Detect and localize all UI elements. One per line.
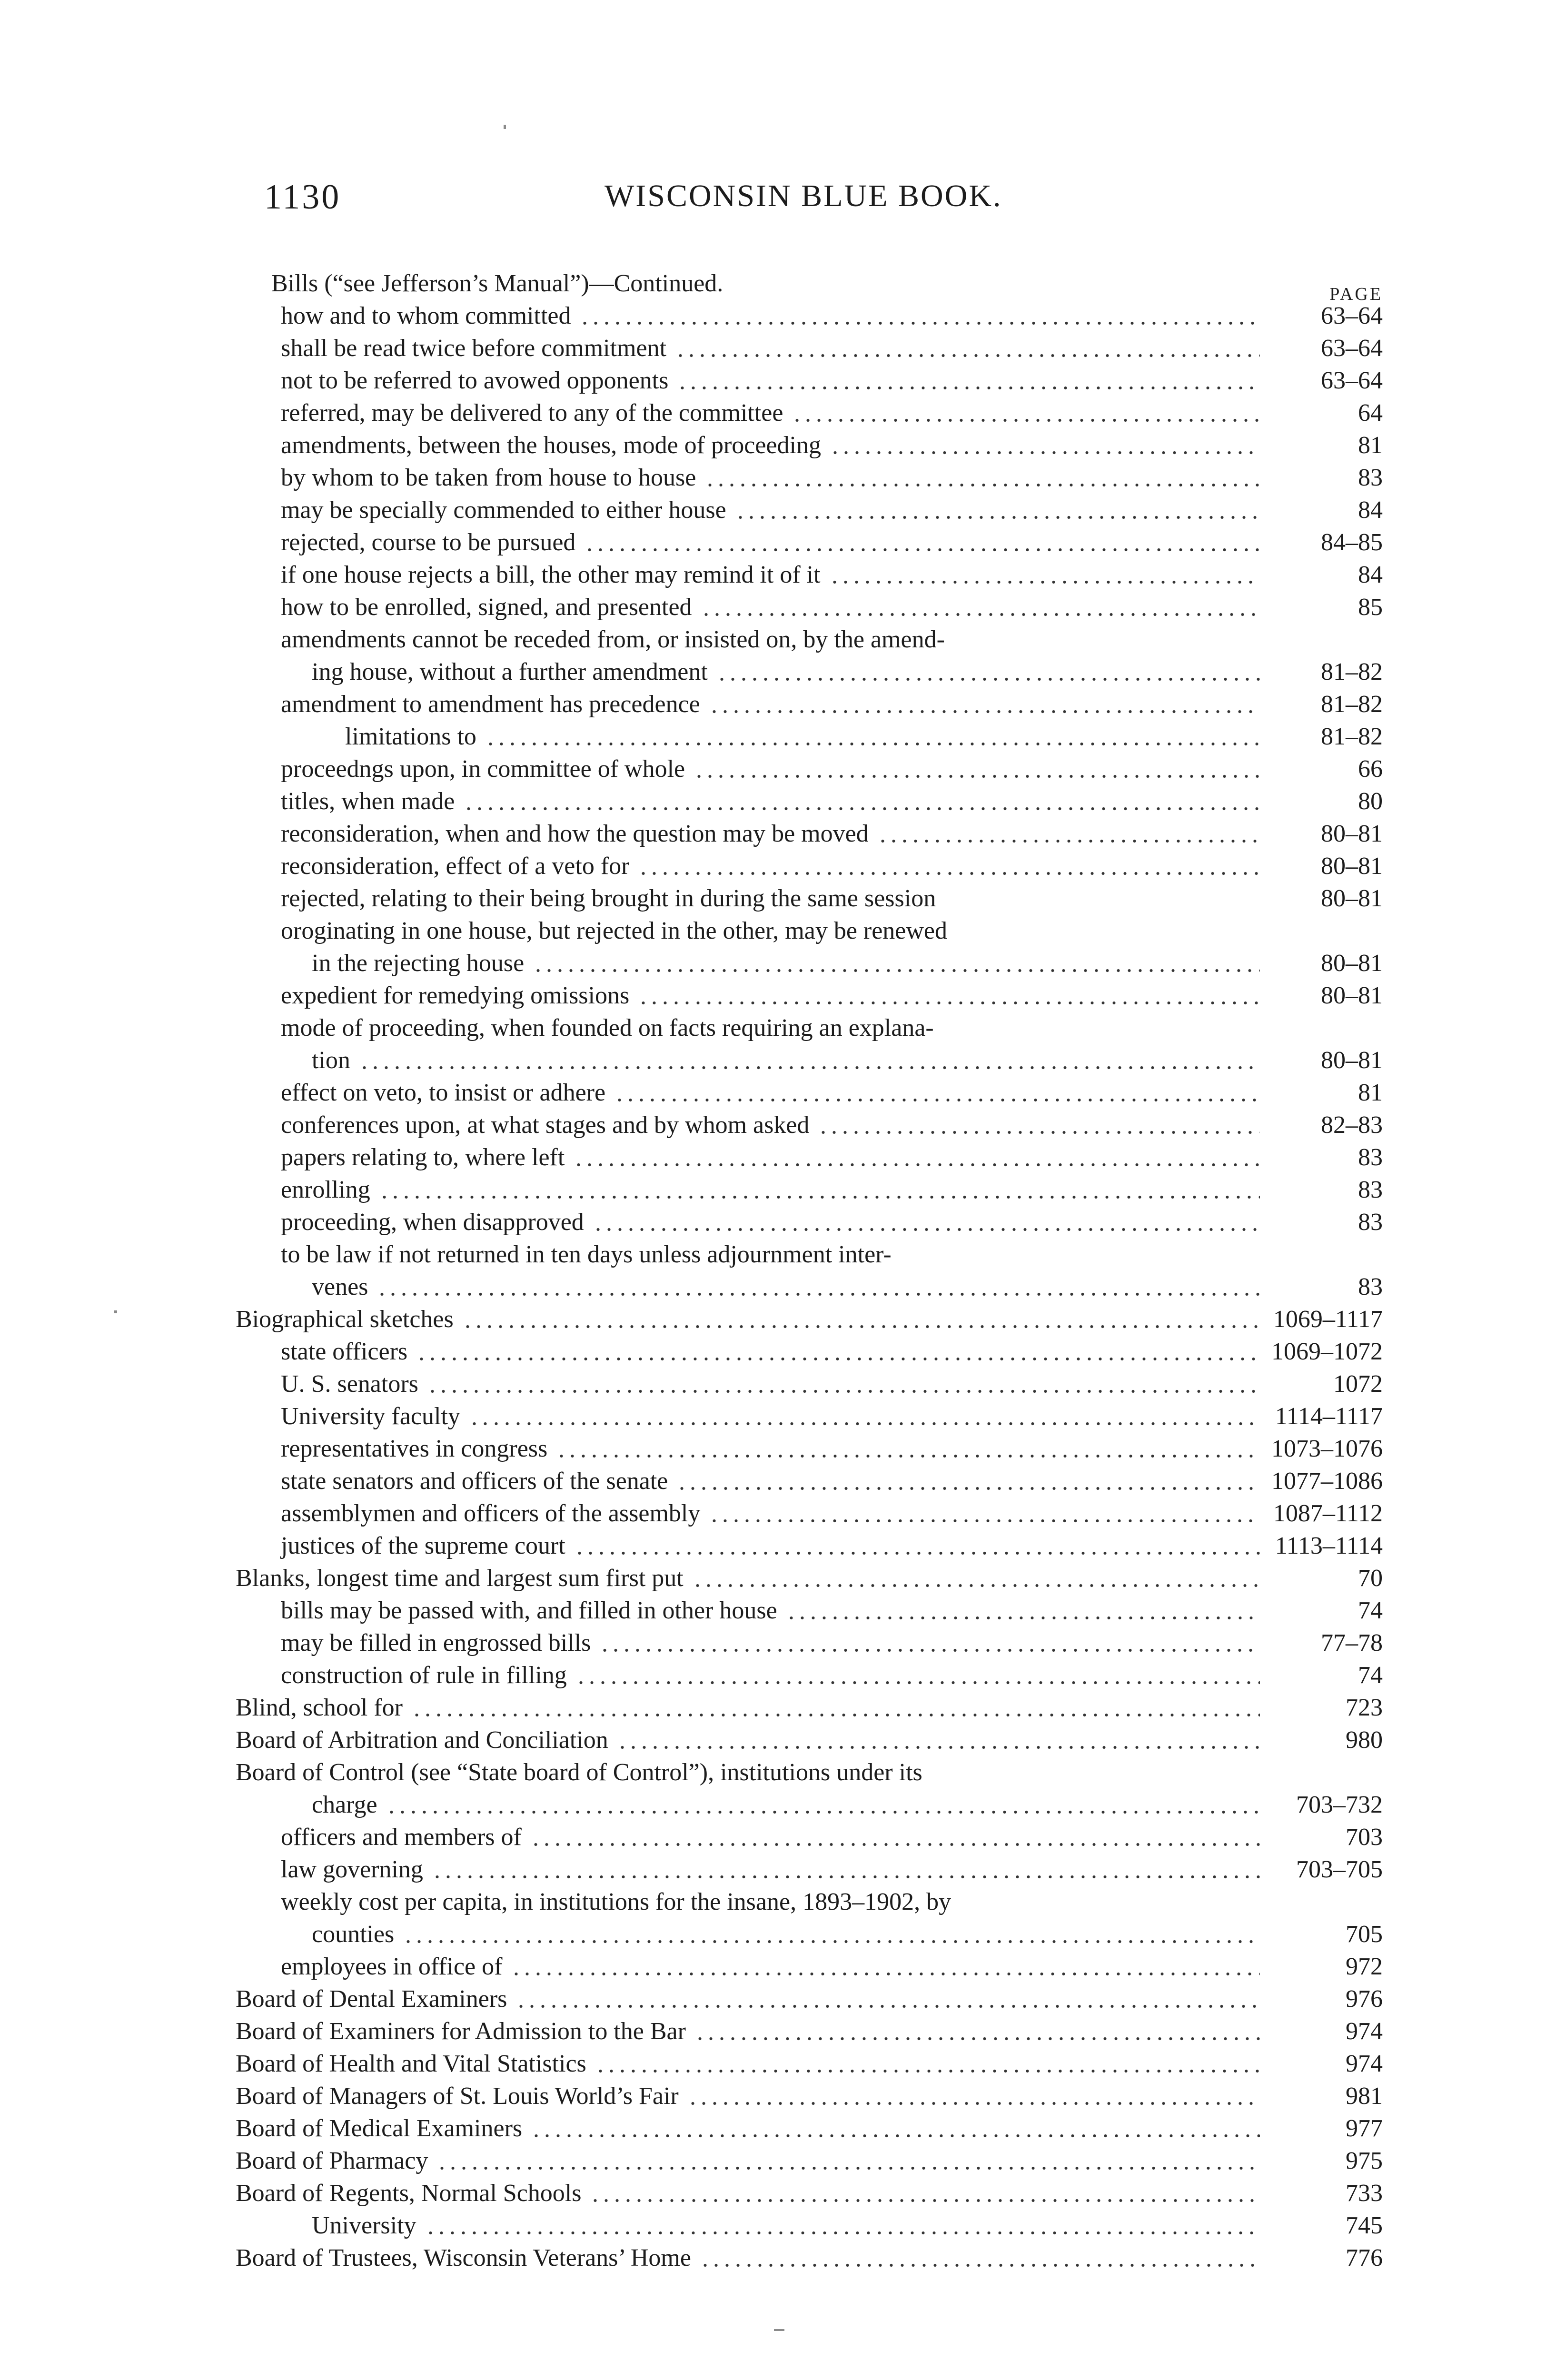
entry-text: officers and members of (281, 1824, 522, 1851)
entry-text: Board of Managers of St. Louis World’s Fair (236, 2082, 679, 2110)
index-entry (236, 1336, 1383, 1368)
index-entry (236, 947, 1383, 980)
entry-text: Board of Trustees, Wisconsin Veterans’ Home (236, 2244, 691, 2271)
entry-text: charge (312, 1791, 377, 1818)
index-entry (236, 2145, 1383, 2177)
dot-leader (829, 580, 1260, 585)
entry-text: employees in office of (281, 1953, 503, 1980)
page-reference: 705 (1346, 1921, 1383, 1948)
index-entry (236, 559, 1383, 591)
index-entry (236, 1983, 1383, 2015)
index-entry (236, 2112, 1383, 2145)
entry-text: referred, may be delivered to any of the committee (281, 399, 783, 426)
page-reference: 703–705 (1296, 1856, 1383, 1883)
entry-text: Board of Health and Vital Statistics (236, 2050, 586, 2077)
dot-leader (735, 515, 1260, 520)
entry-text: construction of rule in filling (281, 1662, 567, 1689)
index-entry (236, 785, 1383, 818)
dot-leader (694, 774, 1260, 779)
page-reference: 1072 (1333, 1370, 1383, 1398)
page-reference: 85 (1358, 594, 1383, 621)
page-reference: 81–82 (1321, 658, 1383, 685)
index-entry (236, 2015, 1383, 2048)
dot-leader (574, 1551, 1260, 1556)
entry-text: amendment to amendment has precedence (281, 691, 700, 718)
dot-leader (709, 709, 1260, 714)
dot-leader (469, 1421, 1260, 1426)
entry-text: justices of the supreme court (281, 1532, 565, 1559)
entry-text: Board of Examiners for Admission to the Bar (236, 2018, 686, 2045)
dot-leader (573, 1162, 1260, 1167)
entry-text: enrolling (281, 1176, 370, 1203)
index-entry (236, 818, 1383, 850)
index-entry (236, 1497, 1383, 1530)
page-reference: 74 (1358, 1662, 1383, 1689)
page-reference: 80–81 (1321, 820, 1383, 847)
index-entry (236, 1271, 1383, 1303)
index-entry (236, 2080, 1383, 2112)
dot-leader (575, 1680, 1260, 1685)
page-reference: 84–85 (1321, 529, 1383, 556)
entry-text: shall be read twice before commitment (281, 335, 667, 362)
index-entry (236, 850, 1383, 883)
dot-leader (694, 2036, 1260, 2041)
scan-speck (114, 1310, 117, 1313)
entry-text: amendments, between the houses, mode of proceeding (281, 432, 821, 459)
page-reference: 82–83 (1321, 1111, 1383, 1139)
entry-text: by whom to be taken from house to house (281, 464, 696, 491)
index-list (236, 268, 1383, 2274)
entry-text: Board of Medical Examiners (236, 2115, 523, 2142)
page-reference: 81 (1358, 432, 1383, 459)
index-entry-continued (236, 1012, 1383, 1044)
entry-text: oroginating in one house, but rejected in the other, may be renewed (281, 917, 948, 944)
scan-speck (504, 125, 506, 129)
page-reference: 703 (1346, 1824, 1383, 1851)
index-entry (236, 1077, 1383, 1109)
page-reference: 63–64 (1321, 335, 1383, 362)
entry-text: to be law if not returned in ten days unless adjournment inter- (281, 1241, 892, 1268)
page-reference: 1069–1072 (1271, 1338, 1383, 1365)
index-entry (236, 1821, 1383, 1854)
dot-leader (590, 2198, 1260, 2203)
index-entry (236, 1303, 1383, 1336)
dot-leader (944, 903, 1260, 908)
dot-leader (595, 2069, 1260, 2073)
dot-leader (515, 2004, 1260, 2009)
entry-text: titles, when made (281, 788, 455, 815)
dot-leader (584, 547, 1260, 552)
page-reference: 745 (1346, 2212, 1383, 2239)
page-reference: 81–82 (1321, 691, 1383, 718)
dot-leader (530, 1842, 1260, 1847)
index-entry (236, 429, 1383, 462)
index-entry (236, 2210, 1383, 2242)
page-reference: 1073–1076 (1271, 1435, 1383, 1462)
dot-leader (379, 1195, 1260, 1200)
dot-leader (818, 1130, 1260, 1135)
page-reference: 83 (1358, 1273, 1383, 1300)
page-reference: 83 (1358, 1209, 1383, 1236)
page-reference: 1114–1117 (1275, 1403, 1383, 1430)
entry-text: how and to whom committed (281, 302, 571, 329)
page-reference: 974 (1346, 2050, 1383, 2077)
dot-leader (709, 1518, 1260, 1523)
page-reference: 703–732 (1296, 1791, 1383, 1818)
page-reference: 1087–1112 (1273, 1500, 1383, 1527)
dot-leader (556, 1454, 1260, 1458)
dot-leader (599, 1648, 1260, 1653)
page-reference: 1113–1114 (1275, 1532, 1383, 1559)
page-reference: 64 (1358, 399, 1383, 426)
index-entry (236, 365, 1383, 397)
dot-leader (692, 1583, 1260, 1588)
index-entry (236, 1530, 1383, 1562)
entry-text: Board of Dental Examiners (236, 1985, 507, 2013)
index-entry (236, 1951, 1383, 1983)
index-entry (236, 1109, 1383, 1141)
page-reference: 723 (1346, 1694, 1383, 1721)
entry-text: Board of Regents, Normal Schools (236, 2180, 582, 2207)
index-entry-continued (236, 268, 1383, 300)
page-reference: 66 (1358, 755, 1383, 783)
entry-text: papers relating to, where left (281, 1144, 565, 1171)
dot-leader (617, 1745, 1260, 1750)
page-reference: 81–82 (1321, 723, 1383, 750)
page-reference: 80–81 (1321, 853, 1383, 880)
index-entry (236, 980, 1383, 1012)
page-reference: 776 (1346, 2244, 1383, 2271)
page-reference: 1069–1117 (1273, 1306, 1383, 1333)
entry-text: rejected, course to be pursued (281, 529, 576, 556)
index-entry (236, 1595, 1383, 1627)
index-entry (236, 1789, 1383, 1821)
entry-text: in the rejecting house (312, 950, 525, 977)
dot-leader (687, 2101, 1260, 2106)
dot-leader (675, 353, 1260, 358)
index-entry-continued (236, 1239, 1383, 1271)
page-reference: 733 (1346, 2180, 1383, 2207)
entry-text: tion (312, 1047, 350, 1074)
dot-leader (511, 1972, 1260, 1976)
entry-text: ing house, without a further amendment (312, 658, 708, 685)
entry-text: U. S. senators (281, 1370, 418, 1398)
index-entry (236, 1174, 1383, 1206)
index-entry-continued (236, 915, 1383, 947)
page-reference: 972 (1346, 1953, 1383, 1980)
page-reference: 80–81 (1321, 1047, 1383, 1074)
page-reference: 83 (1358, 464, 1383, 491)
dot-leader (403, 1939, 1260, 1944)
dot-leader (432, 1874, 1260, 1879)
page-reference: 975 (1346, 2147, 1383, 2174)
dot-leader (411, 1713, 1260, 1717)
entry-text: expedient for remedying omissions (281, 982, 630, 1009)
index-entry (236, 1854, 1383, 1886)
entry-text: reconsideration, when and how the question may be moved (281, 820, 869, 847)
index-entry (236, 883, 1383, 915)
entry-text: assemblymen and officers of the assembly (281, 1500, 701, 1527)
entry-text: rejected, relating to their being brought in during the same session (281, 885, 936, 912)
dot-leader (792, 418, 1260, 423)
entry-text: law governing (281, 1856, 423, 1883)
running-head: WISCONSIN BLUE BOOK. (605, 178, 1002, 213)
entry-text: Bills (“see Jefferson’s Manual”)—Continued. (271, 270, 723, 297)
entry-text: if one house rejects a bill, the other may remind it of it (281, 561, 821, 588)
dot-leader (830, 450, 1260, 455)
dot-leader (704, 483, 1260, 487)
index-entry (236, 1433, 1383, 1465)
index-entry (236, 721, 1383, 753)
index-entry (236, 1659, 1383, 1692)
dot-leader (531, 2133, 1260, 2138)
entry-text: amendments cannot be receded from, or insisted on, by the amend- (281, 626, 945, 653)
index-entry (236, 753, 1383, 785)
page-number: 1130 (264, 178, 341, 217)
index-entry (236, 397, 1383, 429)
page-reference: 980 (1346, 1726, 1383, 1754)
index-entry (236, 2177, 1383, 2210)
dot-leader (638, 871, 1260, 876)
index-entry (236, 1724, 1383, 1756)
dot-leader (533, 968, 1260, 973)
page-reference: 81 (1358, 1079, 1383, 1106)
dot-leader (593, 1227, 1260, 1232)
index-entry (236, 1918, 1383, 1951)
entry-text: not to be referred to avowed opponents (281, 367, 669, 394)
index-entry (236, 1141, 1383, 1174)
index-entry-continued (236, 624, 1383, 656)
dot-leader (786, 1616, 1260, 1620)
page-reference: 83 (1358, 1176, 1383, 1203)
index-entry (236, 1562, 1383, 1595)
entry-text: Board of Pharmacy (236, 2147, 428, 2174)
dot-leader (716, 677, 1260, 682)
entry-text: counties (312, 1921, 395, 1948)
dot-leader (877, 839, 1260, 843)
index-entry (236, 1044, 1383, 1077)
dot-leader (700, 2263, 1260, 2268)
dot-leader (425, 2231, 1260, 2235)
index-entry (236, 1465, 1383, 1497)
dot-leader (463, 806, 1260, 811)
index-entry (236, 300, 1383, 332)
entry-text: reconsideration, effect of a veto for (281, 853, 630, 880)
dot-leader (614, 1098, 1260, 1102)
dot-leader (485, 742, 1260, 746)
page-reference: 77–78 (1321, 1629, 1383, 1656)
entry-text: proceeding, when disapproved (281, 1209, 584, 1236)
entry-text: Board of Control (see “State board of Control”), institutions under its (236, 1759, 922, 1786)
index-entry (236, 591, 1383, 624)
page-reference: 974 (1346, 2018, 1383, 2045)
entry-text: Blanks, longest time and largest sum first put (236, 1565, 684, 1592)
page-reference: 80–81 (1321, 982, 1383, 1009)
entry-text: conferences upon, at what stages and by whom asked (281, 1111, 810, 1139)
dot-leader (436, 2166, 1260, 2171)
index-entry-continued (236, 1886, 1383, 1918)
index-entry (236, 462, 1383, 494)
dot-leader (701, 612, 1260, 617)
entry-text: representatives in congress (281, 1435, 548, 1462)
page-reference: 74 (1358, 1597, 1383, 1624)
dot-leader (359, 1065, 1260, 1070)
entry-text: state senators and officers of the senate (281, 1468, 668, 1495)
page-reference: 981 (1346, 2082, 1383, 2110)
page-reference: 63–64 (1321, 302, 1383, 329)
page-reference: 84 (1358, 496, 1383, 524)
entry-text: venes (312, 1273, 368, 1300)
dot-leader (377, 1292, 1260, 1297)
page-reference: 70 (1358, 1565, 1383, 1592)
index-entry (236, 656, 1383, 688)
page-reference: 976 (1346, 1985, 1383, 2013)
dot-leader (462, 1324, 1260, 1329)
entry-text: Biographical sketches (236, 1306, 454, 1333)
index-entry (236, 1692, 1383, 1724)
index-entry-continued (236, 1756, 1383, 1789)
index-entry (236, 1206, 1383, 1239)
index-entry (236, 526, 1383, 559)
entry-text: University faculty (281, 1403, 460, 1430)
dot-leader (676, 1486, 1260, 1491)
page-reference: 80–81 (1321, 950, 1383, 977)
page-reference: 80 (1358, 788, 1383, 815)
dot-leader (427, 1389, 1260, 1394)
entry-text: limitations to (345, 723, 476, 750)
entry-text: may be filled in engrossed bills (281, 1629, 591, 1656)
index-entry (236, 2048, 1383, 2080)
scan-speck (774, 2329, 784, 2331)
index-entry (236, 332, 1383, 365)
index-entry (236, 688, 1383, 721)
entry-text: may be specially commended to either house (281, 496, 726, 524)
page-reference: 1077–1086 (1271, 1468, 1383, 1495)
index-entry (236, 2242, 1383, 2274)
index-entry (236, 494, 1383, 526)
entry-text: state officers (281, 1338, 408, 1365)
dot-leader (638, 1001, 1260, 1005)
page-reference: 84 (1358, 561, 1383, 588)
page-reference: 63–64 (1321, 367, 1383, 394)
entry-text: mode of proceeding, when founded on facts requiring an explana- (281, 1014, 934, 1041)
page-reference: 80–81 (1321, 885, 1383, 912)
entry-text: how to be enrolled, signed, and presented (281, 594, 692, 621)
page-reference: 977 (1346, 2115, 1383, 2142)
dot-leader (416, 1357, 1260, 1361)
entry-text: effect on veto, to insist or adhere (281, 1079, 606, 1106)
entry-text: Board of Arbitration and Conciliation (236, 1726, 608, 1754)
index-entry (236, 1627, 1383, 1659)
entry-text: bills may be passed with, and filled in other house (281, 1597, 777, 1624)
page-column-label: PAGE (1329, 284, 1383, 304)
dot-leader (677, 386, 1260, 390)
entry-text: proceedngs upon, in committee of whole (281, 755, 685, 783)
page-reference: 83 (1358, 1144, 1383, 1171)
dot-leader (579, 321, 1260, 326)
entry-text: University (312, 2212, 416, 2239)
dot-leader (386, 1810, 1260, 1815)
index-entry (236, 1368, 1383, 1400)
entry-text: Blind, school for (236, 1694, 403, 1721)
entry-text: weekly cost per capita, in institutions for the insane, 1893–1902, by (281, 1888, 951, 1915)
index-entry (236, 1400, 1383, 1433)
